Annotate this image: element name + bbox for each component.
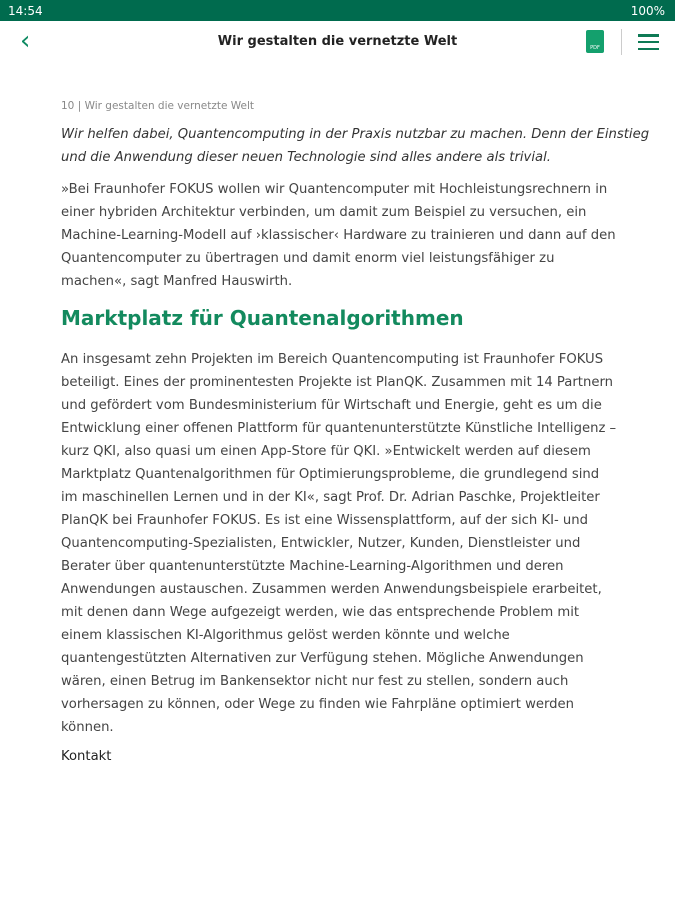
text-line: einem klassischen KI-Algorithmus gelöst werden könnte und welche bbox=[61, 628, 510, 643]
status-battery: 100% bbox=[630, 3, 665, 18]
contact-link[interactable]: Kontakt bbox=[61, 749, 112, 764]
text-line: Quantencomputer zu übertragen und damit enorm viel leistungsfähiger zu bbox=[61, 251, 555, 266]
text-line: und die Anwendung dieser neuen Technologie sind alles andere als trivial. bbox=[61, 150, 551, 165]
text-line: Anwendungen austauschen. Zusammen werden Anwendungsbeispiele erarbeitet, bbox=[61, 582, 602, 597]
quote-paragraph bbox=[61, 178, 621, 293]
text-line: Entwicklung einer offenen Plattform für quantenunterstützte Künstliche Intelligenz – bbox=[61, 421, 617, 436]
text-line: wären, einen Betrug im Bankensektor nicht nur fest zu stellen, sondern auch bbox=[61, 674, 569, 689]
text-line: An insgesamt zehn Projekten im Bereich Quantencomputing ist Fraunhofer FOKUS bbox=[61, 352, 604, 367]
text-line: Berater über quantenunterstützte Machine-Learning-Algorithmen und deren bbox=[61, 559, 564, 574]
article bbox=[61, 100, 650, 764]
pdf-label: PDF bbox=[590, 45, 600, 51]
status-time: 14:54 bbox=[8, 3, 43, 18]
text-line: beteiligt. Eines der prominentesten Projekte ist PlanQK. Zusammen mit 14 Partnern bbox=[61, 375, 613, 390]
section-heading: Marktplatz für Quantenalgorithmen bbox=[61, 306, 464, 330]
back-chevron-icon[interactable]: ‹ bbox=[20, 26, 31, 56]
top-bar bbox=[0, 21, 675, 63]
text-line: Machine-Learning-Modell auf ›klassischer‹ Hardware zu trainieren und dann auf den bbox=[61, 228, 616, 243]
breadcrumb: 10 | Wir gestalten die vernetzte Welt bbox=[61, 100, 255, 112]
intro-paragraph bbox=[61, 123, 650, 169]
text-line: mit denen dann Wege aufgezeigt werden, wie das entsprechende Problem mit bbox=[61, 605, 580, 620]
page-title: Wir gestalten die vernetzte Welt bbox=[217, 34, 458, 49]
text-line: einer hybriden Architektur verbinden, um damit zum Beispiel zu versuchen, ein bbox=[61, 205, 587, 220]
status-bar bbox=[0, 0, 675, 21]
text-line: können. bbox=[61, 720, 114, 735]
body-paragraph bbox=[61, 348, 621, 739]
divider bbox=[621, 29, 622, 55]
text-line: im maschinellen Lernen und in der KI«, sagt Prof. Dr. Adrian Paschke, Projektleiter bbox=[61, 490, 600, 505]
text-line: quantengestützten Alternativen zur Verfügung stehen. Mögliche Anwendungen bbox=[61, 651, 584, 666]
text-line: kurz QKI, also quasi um einen App-Store für QKI. »Entwickelt werden auf diesem bbox=[61, 444, 591, 459]
text-line: Wir helfen dabei, Quantencomputing in der Praxis nutzbar zu machen. Denn der Einstieg bbox=[61, 127, 650, 142]
text-line: PlanQK bei Fraunhofer FOKUS. Es ist eine Wissensplattform, auf der sich KI- und bbox=[61, 513, 589, 528]
hamburger-menu-icon[interactable] bbox=[638, 34, 659, 50]
text-line: Marktplatz Quantenalgorithmen für Optimierungsprobleme, die grundlegend sind bbox=[61, 467, 600, 482]
text-line: machen«, sagt Manfred Hauswirth. bbox=[61, 274, 293, 289]
pdf-icon[interactable] bbox=[586, 30, 604, 53]
text-line: »Bei Fraunhofer FOKUS wollen wir Quantencomputer mit Hochleistungsrechnern in bbox=[61, 182, 608, 197]
text-line: vorhersagen zu können, oder Wege zu finden wie Fahrpläne optimiert werden bbox=[61, 697, 574, 712]
text-line: und gefördert vom Bundesministerium für Wirtschaft und Energie, geht es um die bbox=[61, 398, 602, 413]
text-line: Quantencomputing-Spezialisten, Entwickler, Nutzer, Kunden, Dienstleister und bbox=[61, 536, 581, 551]
